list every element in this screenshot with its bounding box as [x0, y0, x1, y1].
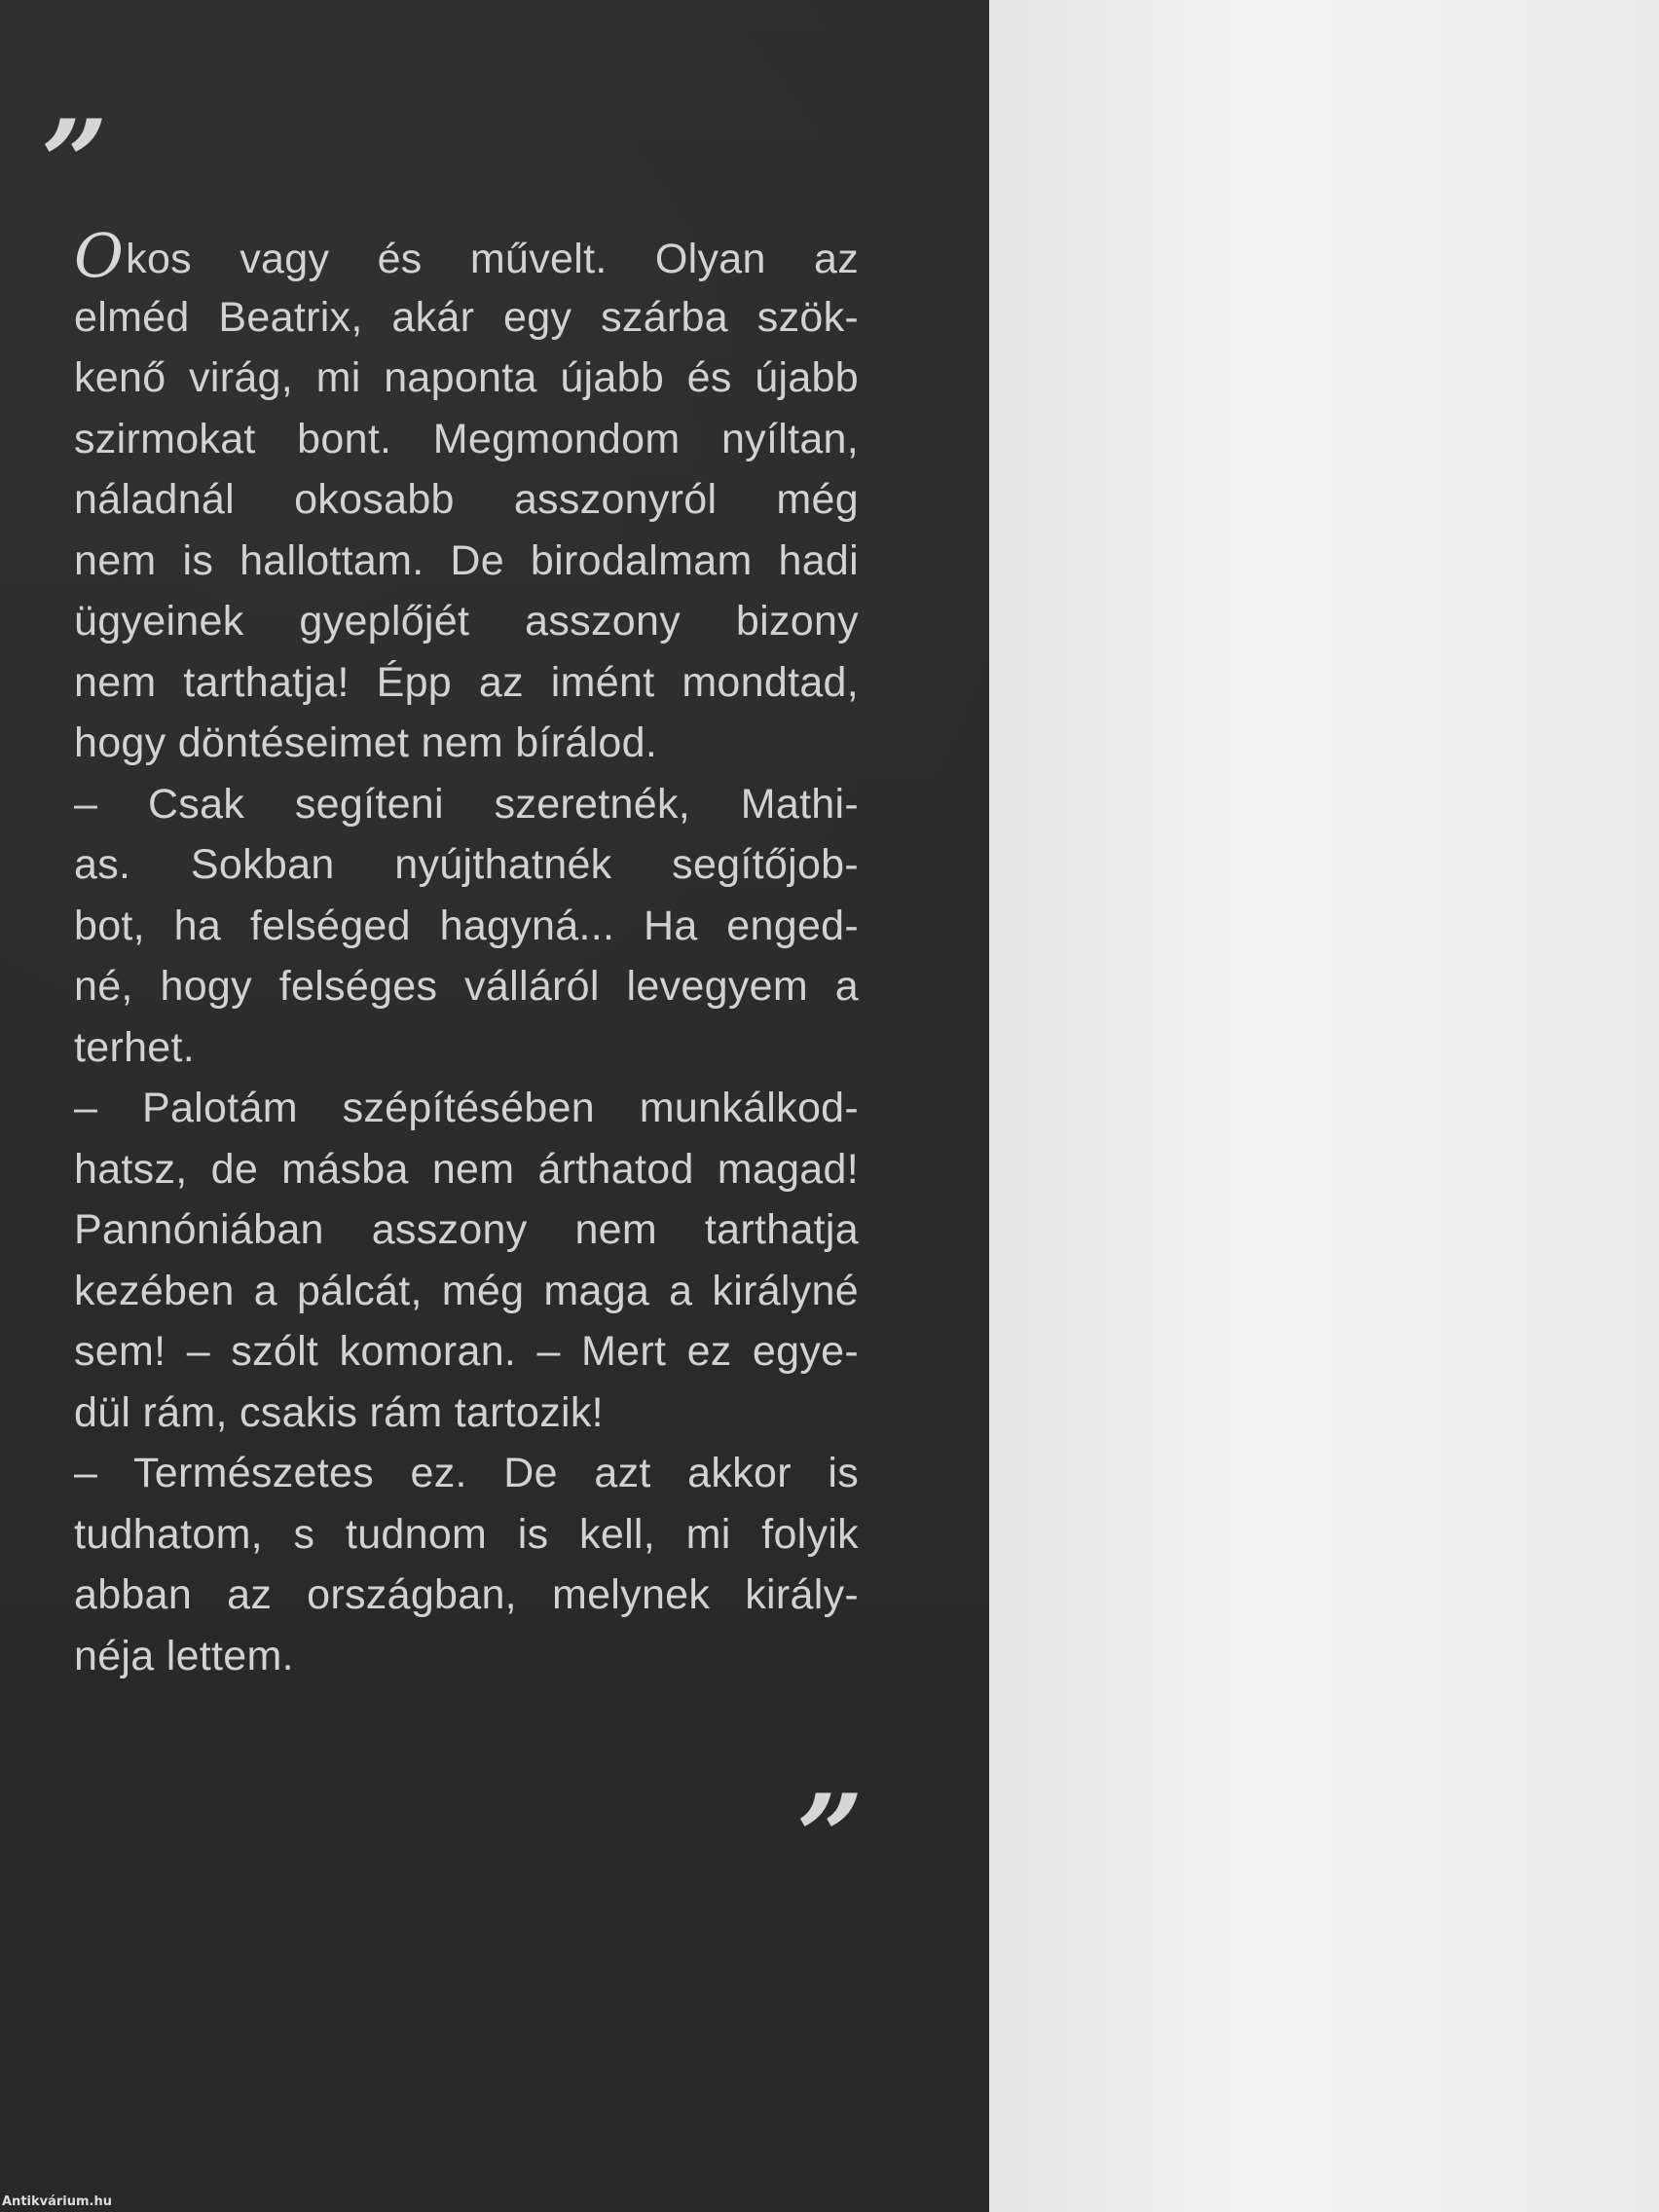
quote-line: [74, 220, 859, 291]
quote-line: hogy döntéseimet nem bírálod.: [74, 719, 658, 766]
closing-quote-mark: ”: [796, 1769, 851, 1906]
quote-line: néja lettem.: [74, 1632, 294, 1679]
quote-line: elméd Beatrix, akár egy szárba szök-: [74, 293, 859, 341]
quote-line: ügyeinek gyeplőjét asszony bizony: [74, 598, 859, 645]
quote-line: nem tarthatja! Épp az imént mondtad,: [74, 658, 859, 706]
quote-line: terhet.: [74, 1023, 196, 1071]
quote-line: – Természetes ez. De azt akkor is: [74, 1450, 859, 1496]
quote-line: – Csak segíteni szeretnék, Mathi-: [74, 780, 859, 828]
drop-initial: O: [74, 220, 125, 291]
quote-line: hatsz, de másba nem árthatod magad!: [74, 1145, 859, 1193]
quote-line-text: kos vagy és művelt. Olyan az: [126, 236, 859, 282]
quote-line: Pannóniában asszony nem tarthatja: [74, 1206, 859, 1253]
opening-quote-mark: ”: [41, 94, 95, 232]
quote-line: szirmokat bont. Megmondom nyíltan,: [74, 415, 859, 462]
quote-text-block: [74, 220, 859, 1686]
quote-line: nem is hallottam. De birodalmam hadi: [74, 536, 859, 584]
quote-line: né, hogy felséges válláról levegyem a: [74, 963, 859, 1010]
quote-line: – Palotám szépítésében munkálkod-: [74, 1085, 859, 1131]
quote-line: tudhatom, s tudnom is kell, mi folyik: [74, 1510, 859, 1558]
quote-line: kenő virág, mi naponta újabb és újabb: [74, 354, 859, 401]
watermark-text: Antikvárium.hu: [2, 2194, 112, 2209]
blank-page-area: [989, 0, 1659, 2212]
quote-line: dül rám, csakis rám tartozik!: [74, 1388, 604, 1436]
quote-line: náladnál okosabb asszonyról még: [74, 476, 859, 523]
quote-line: as. Sokban nyújthatnék segítőjob-: [74, 841, 859, 888]
quote-line: abban az országban, melynek király-: [74, 1571, 859, 1618]
quote-line: bot, ha felséged hagyná... Ha enged-: [74, 902, 859, 949]
quote-line: kezében a pálcát, még maga a királyné: [74, 1267, 859, 1314]
quote-line: sem! – szólt komoran. – Mert ez egye-: [74, 1328, 859, 1375]
